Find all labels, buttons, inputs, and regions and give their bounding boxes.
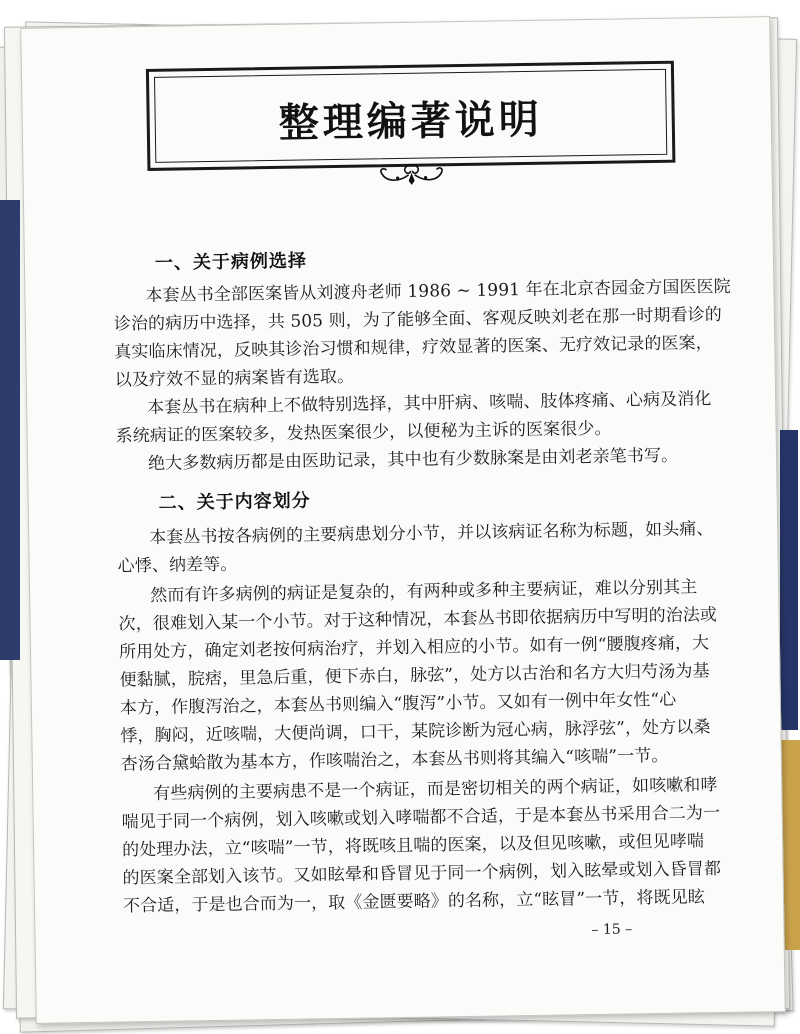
text-line: 喘见于同一个病例，划入咳嗽或划入哮喘都不合适，于是本套丛书采用合二为一 — [121, 803, 721, 833]
page-title: 整理编著说明 — [278, 96, 544, 147]
text-line: 悸，胸闷，近咳喘，大便尚调，口干，某院诊断为冠心病，脉浮弦”，处方以桑 — [120, 717, 711, 747]
book-cover-edge — [0, 200, 20, 660]
title-frame — [146, 61, 676, 171]
section-heading: 一、关于病例选择 — [154, 250, 308, 274]
text-line: 然而有许多病例的病证是复杂的，有两种或多种主要病证，难以分别其主 — [150, 577, 698, 606]
text-line: 本套丛书在病种上不做特别选择，其中肝病、咳喘、肢体疼痛、心病及消化 — [147, 389, 712, 419]
text-line: 以及疗效不显的病案皆有选取。 — [114, 366, 355, 391]
text-line: 心悸、纳差等。 — [117, 554, 238, 577]
book-page — [20, 16, 786, 1024]
text-line: 系统病证的医案较多，发热医案很少，以便秘为主诉的医案很少。 — [115, 418, 612, 447]
text-line: 不合适，于是也合而为一，取《金匮要略》的名称，立“眩冒”一节，将既见眩 — [122, 887, 706, 917]
book-cover-edge — [780, 430, 798, 730]
text-line: 便黏腻，脘痞，里急后重，便下赤白，脉弦”，处方以古治和名方大归芍汤为基 — [119, 661, 710, 691]
text-line: 有些病例的主要病患不是一个病证，而是密切相关的两个病证，如咳嗽和哮 — [153, 775, 718, 804]
text-line: 绝大多数病历都是由医助记录，其中也有少数脉案是由刘老亲笔书写。 — [147, 445, 679, 474]
text-line: 本套丛书全部医案皆从刘渡舟老师 1986 ~ 1991 年在北京杏园金方国医医院 — [145, 276, 731, 307]
ornament-icon — [375, 160, 447, 187]
text-line: 诊治的病历中选择，共 505 则，为了能够全面、客观反映刘老在那一时期看诊的 — [113, 304, 723, 335]
text-line: 的处理办法，立“咳喘”一节，将既咳且喘的医案，以及但见咳嗽，或但见哮喘 — [121, 831, 705, 861]
page-number: – 15 – — [591, 921, 633, 939]
text-line: 本方，作腹泻治之，本套丛书则编入“腹泻”小节。又如有一例中年女性“心 — [119, 689, 677, 719]
text-line: 次，很难划入某一个小节。对于这种情况，本套丛书即依据病历中写明的治法或 — [118, 605, 718, 635]
text-line: 所用处方，确定刘老按何病治疗，并划入相应的小节。如有一例“腰腹疼痛，大 — [118, 633, 710, 663]
text-line: 本套丛书按各病例的主要病患划分小节，并以该病证名称为标题，如头痛、 — [149, 519, 714, 548]
section-heading: 二、关于内容划分 — [158, 490, 311, 514]
text-line: 的医案全部划入该节。又如眩晕和昏冒见于同一个病例，划入眩晕或划入昏冒都 — [122, 859, 722, 889]
text-line: 真实临床情况，反映其诊治习惯和规律，疗效显著的医案、无疗效记录的医案， — [114, 333, 713, 363]
text-line: 杏汤合黛蛤散为基本方，作咳喘治之，本套丛书则将其编入“咳喘”一节。 — [120, 745, 669, 775]
